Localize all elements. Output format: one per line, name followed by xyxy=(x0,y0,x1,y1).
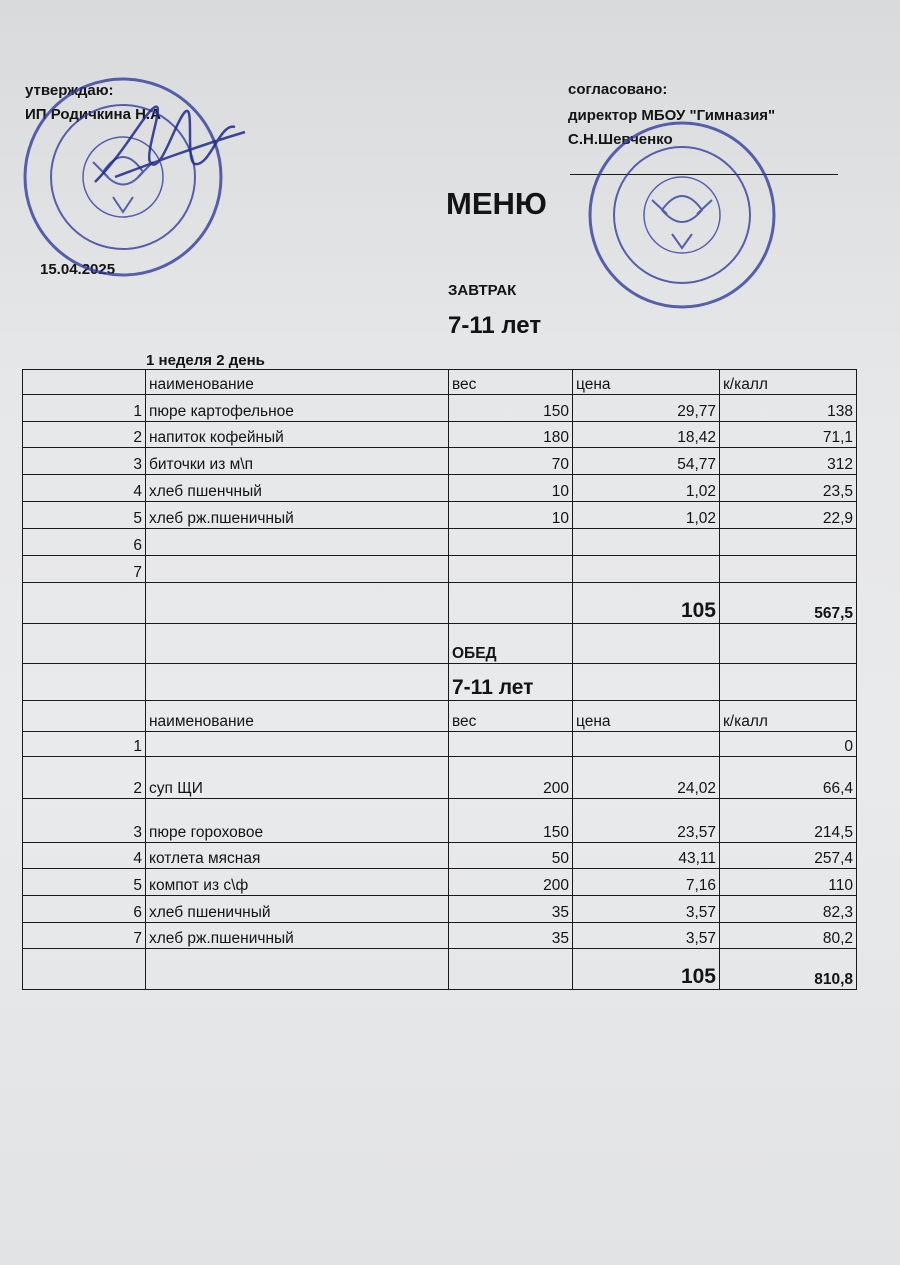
breakfast-total-kcal: 567,5 xyxy=(720,583,857,624)
row-number: 1 xyxy=(23,395,146,422)
breakfast-age-label: 7-11 лет xyxy=(448,312,542,339)
dish-name xyxy=(146,732,449,757)
table-row xyxy=(23,448,857,475)
lunch-total-row xyxy=(23,949,857,990)
page-title: МЕНЮ xyxy=(446,186,547,221)
table-row xyxy=(23,502,857,529)
dish-price: 1,02 xyxy=(573,475,720,502)
dish-name: компот из с\ф xyxy=(146,869,449,896)
dish-kcal: 138 xyxy=(720,395,857,422)
dish-kcal: 23,5 xyxy=(720,475,857,502)
row-number: 4 xyxy=(23,843,146,869)
dish-weight: 35 xyxy=(449,896,573,923)
table-row xyxy=(23,422,857,448)
dish-kcal: 257,4 xyxy=(720,843,857,869)
row-number: 5 xyxy=(23,869,146,896)
table-row xyxy=(23,732,857,757)
agreed-name: С.Н.Шевченко xyxy=(568,131,673,148)
agreed-label: согласовано: xyxy=(568,81,668,98)
dish-price xyxy=(573,556,720,583)
row-number: 6 xyxy=(23,896,146,923)
approve-name: ИП Родичкина Н.А xyxy=(25,106,161,123)
dish-name: напиток кофейный xyxy=(146,422,449,448)
breakfast-meal-label: ЗАВТРАК xyxy=(448,282,517,299)
lunch-age-row xyxy=(23,664,857,701)
table-header-row xyxy=(23,370,857,395)
row-number: 1 xyxy=(23,732,146,757)
dish-name xyxy=(146,556,449,583)
row-number: 2 xyxy=(23,422,146,448)
dish-price xyxy=(573,732,720,757)
table-row xyxy=(23,556,857,583)
dish-name: хлеб пшенчный xyxy=(146,475,449,502)
dish-kcal xyxy=(720,529,857,556)
row-number: 7 xyxy=(23,923,146,949)
table-row xyxy=(23,799,857,843)
dish-name: хлеб пшеничный xyxy=(146,896,449,923)
dish-name: биточки из м\п xyxy=(146,448,449,475)
dish-weight: 150 xyxy=(449,799,573,843)
table-row xyxy=(23,757,857,799)
dish-price: 18,42 xyxy=(573,422,720,448)
lunch-meal-label: ОБЕД xyxy=(449,624,573,664)
left-signature xyxy=(85,92,255,202)
dish-price: 43,11 xyxy=(573,843,720,869)
table-row xyxy=(23,475,857,502)
dish-name: хлеб рж.пшеничный xyxy=(146,923,449,949)
dish-weight: 35 xyxy=(449,923,573,949)
dish-price: 29,77 xyxy=(573,395,720,422)
lunch-age-label: 7-11 лет xyxy=(449,664,573,701)
table-header-row xyxy=(23,701,857,732)
row-number: 5 xyxy=(23,502,146,529)
dish-price: 24,02 xyxy=(573,757,720,799)
table-row xyxy=(23,843,857,869)
breakfast-table xyxy=(22,369,857,990)
col-price-header: цена xyxy=(573,370,720,395)
dish-price xyxy=(573,529,720,556)
dish-kcal: 110 xyxy=(720,869,857,896)
col-price-header: цена xyxy=(573,701,720,732)
col-name-header: наименование xyxy=(146,701,449,732)
col-kcal-header: к/калл xyxy=(720,701,857,732)
lunch-meal-row xyxy=(23,624,857,664)
dish-price: 3,57 xyxy=(573,896,720,923)
lunch-total-price: 105 xyxy=(573,949,720,990)
dish-kcal: 80,2 xyxy=(720,923,857,949)
dish-kcal: 214,5 xyxy=(720,799,857,843)
lunch-total-kcal: 810,8 xyxy=(720,949,857,990)
dish-price: 7,16 xyxy=(573,869,720,896)
dish-weight: 200 xyxy=(449,869,573,896)
dish-price: 54,77 xyxy=(573,448,720,475)
row-number: 4 xyxy=(23,475,146,502)
dish-weight: 10 xyxy=(449,475,573,502)
col-kcal-header: к/калл xyxy=(720,370,857,395)
dish-weight: 50 xyxy=(449,843,573,869)
dish-kcal: 312 xyxy=(720,448,857,475)
right-round-seal xyxy=(582,118,782,313)
table-row xyxy=(23,869,857,896)
row-number: 2 xyxy=(23,757,146,799)
col-name-header: наименование xyxy=(146,370,449,395)
dish-weight xyxy=(449,556,573,583)
dish-weight: 180 xyxy=(449,422,573,448)
dish-kcal: 66,4 xyxy=(720,757,857,799)
dish-price: 23,57 xyxy=(573,799,720,843)
dish-weight: 10 xyxy=(449,502,573,529)
table-row xyxy=(23,896,857,923)
dish-name: пюре картофельное xyxy=(146,395,449,422)
dish-weight: 150 xyxy=(449,395,573,422)
table-row xyxy=(23,529,857,556)
dish-price: 1,02 xyxy=(573,502,720,529)
agreed-position: директор МБОУ "Гимназия" xyxy=(568,107,776,124)
dish-kcal: 0 xyxy=(720,732,857,757)
dish-name: котлета мясная xyxy=(146,843,449,869)
breakfast-total-price: 105 xyxy=(573,583,720,624)
dish-name xyxy=(146,529,449,556)
dish-price: 3,57 xyxy=(573,923,720,949)
dish-name: суп ЩИ xyxy=(146,757,449,799)
dish-name: хлеб рж.пшеничный xyxy=(146,502,449,529)
dish-weight xyxy=(449,529,573,556)
row-number: 6 xyxy=(23,529,146,556)
row-number: 3 xyxy=(23,448,146,475)
table-row xyxy=(23,395,857,422)
dish-kcal: 82,3 xyxy=(720,896,857,923)
week-day-label: 1 неделя 2 день xyxy=(146,352,265,369)
col-weight-header: вес xyxy=(449,370,573,395)
row-number: 7 xyxy=(23,556,146,583)
breakfast-total-row xyxy=(23,583,857,624)
dish-name: пюре гороховое xyxy=(146,799,449,843)
dish-kcal: 71,1 xyxy=(720,422,857,448)
approve-date: 15.04.2025 xyxy=(40,261,116,278)
dish-weight: 70 xyxy=(449,448,573,475)
dish-weight xyxy=(449,732,573,757)
dish-kcal: 22,9 xyxy=(720,502,857,529)
row-number: 3 xyxy=(23,799,146,843)
dish-kcal xyxy=(720,556,857,583)
dish-weight: 200 xyxy=(449,757,573,799)
table-row xyxy=(23,923,857,949)
col-weight-header: вес xyxy=(449,701,573,732)
approve-label: утверждаю: xyxy=(25,82,114,99)
